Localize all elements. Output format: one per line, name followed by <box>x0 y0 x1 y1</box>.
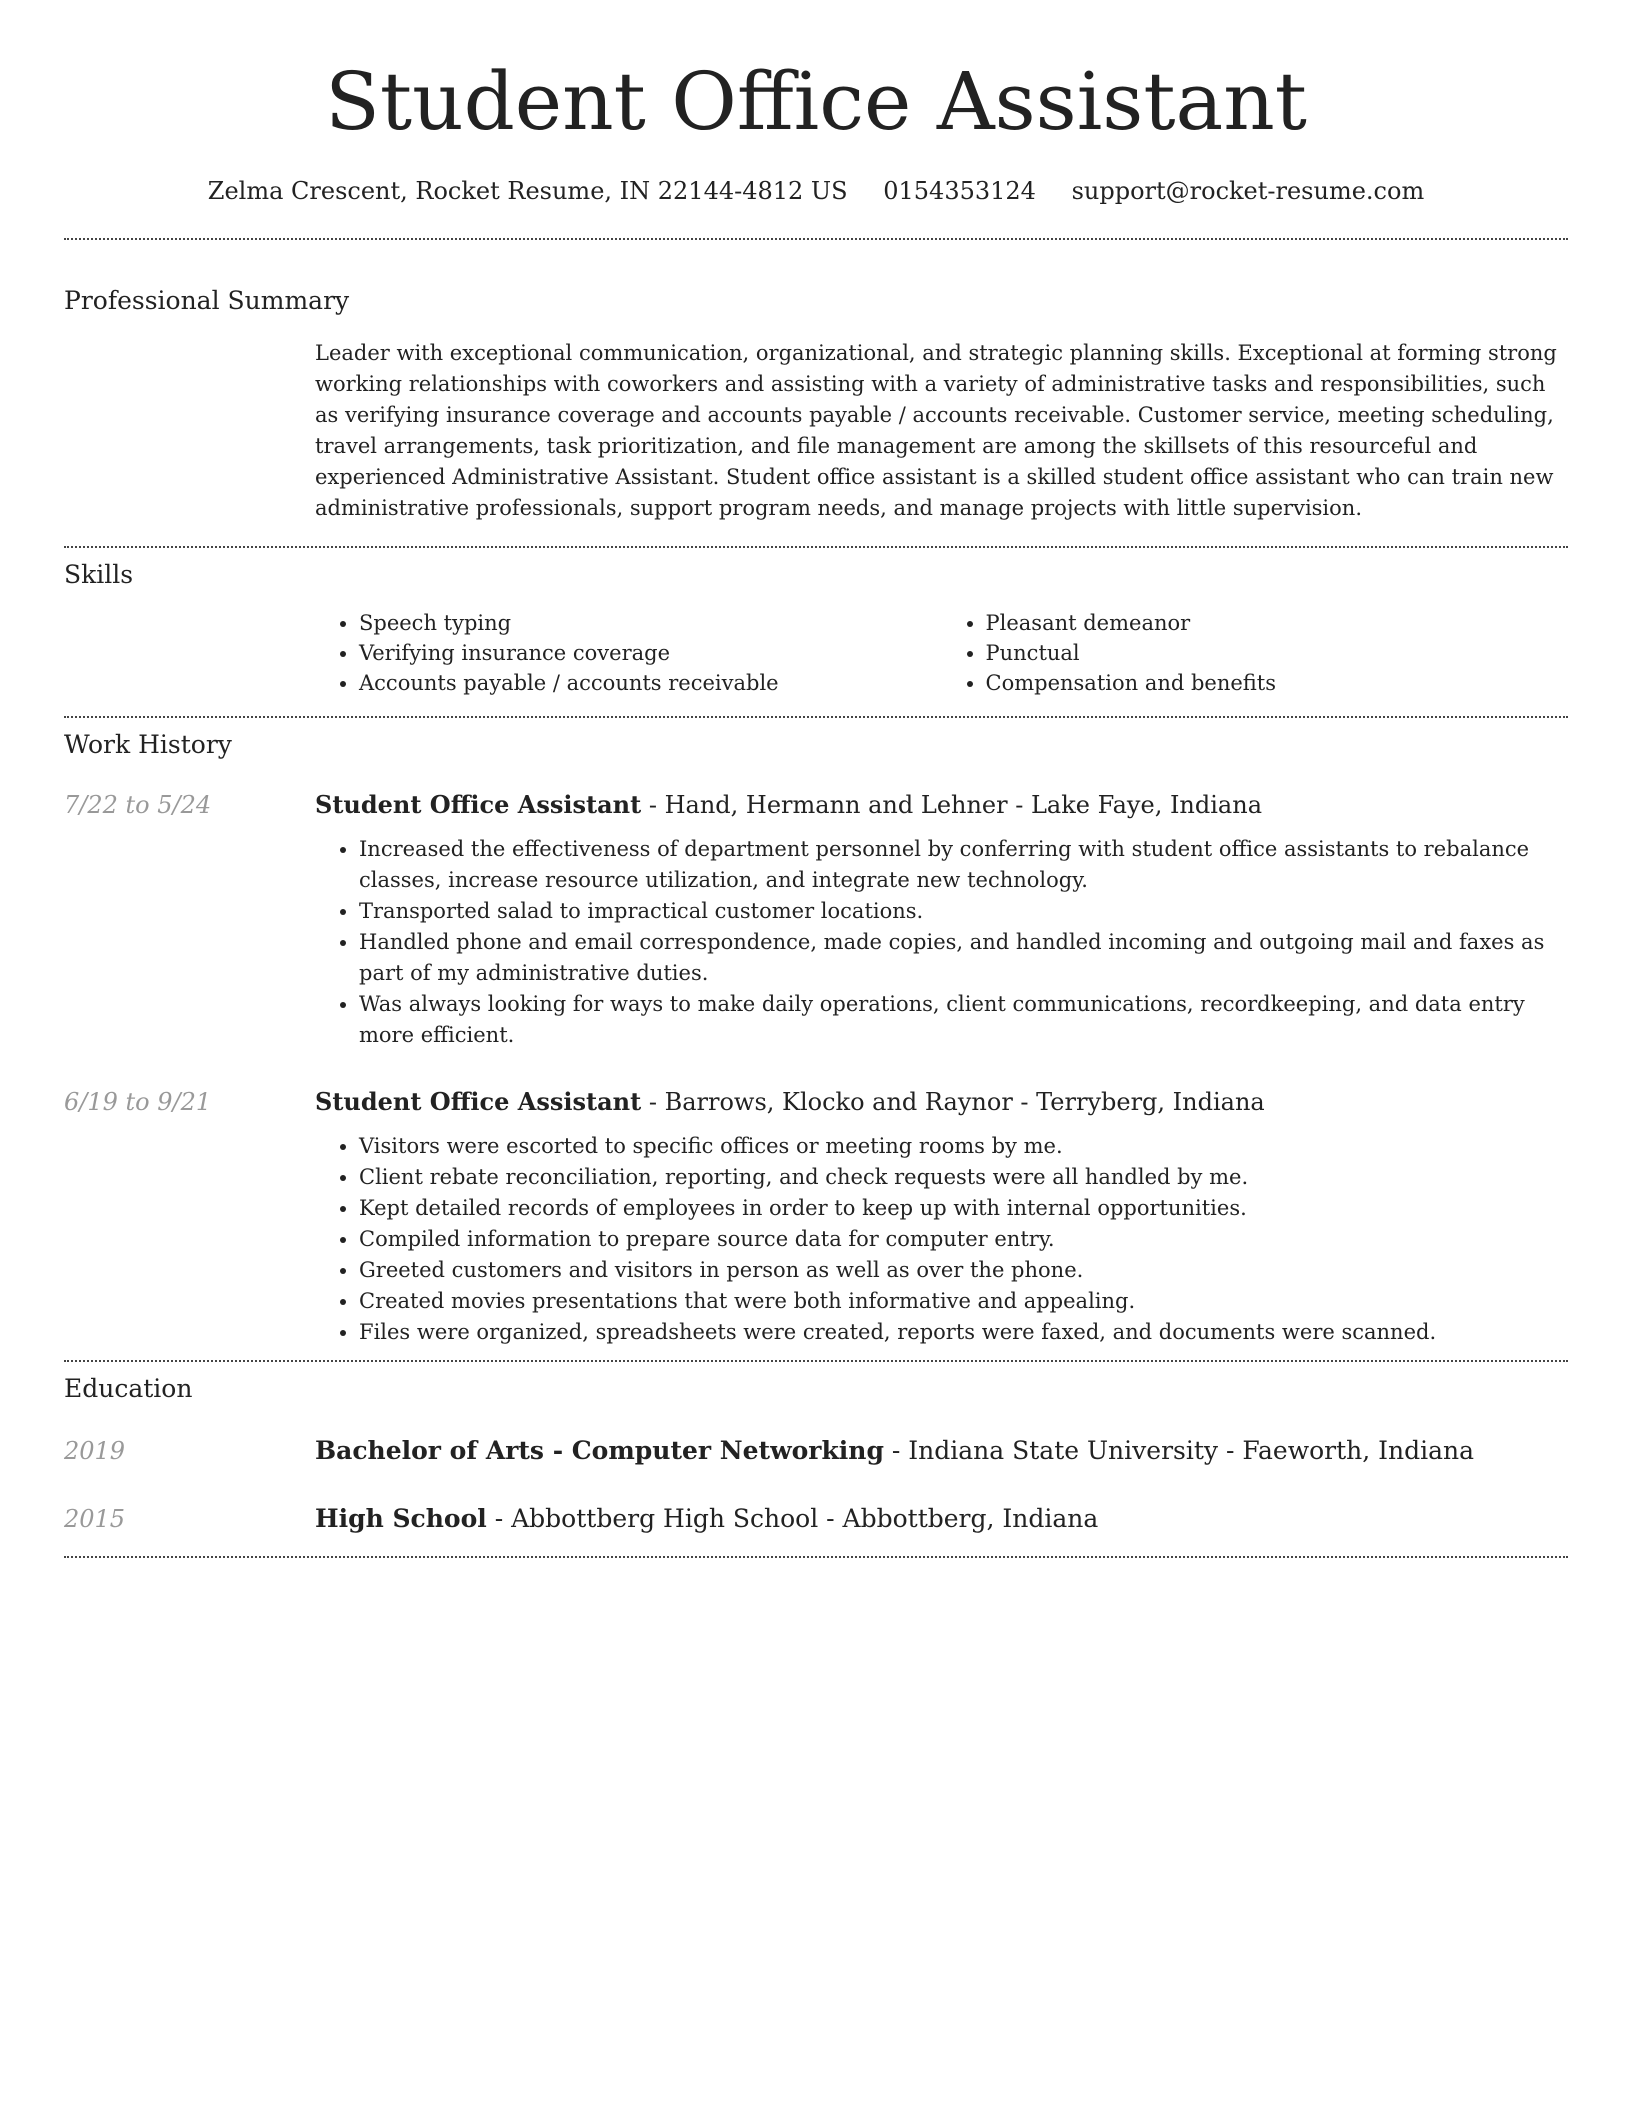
skill-item: • Compensation and benefits <box>986 668 1569 698</box>
education-degree: High School <box>315 1504 487 1533</box>
divider <box>64 1556 1568 1558</box>
divider <box>64 716 1568 718</box>
contact-phone: 0154353124 <box>883 177 1036 205</box>
education-heading <box>315 1502 1098 1536</box>
divider <box>64 1360 1568 1362</box>
contact-email: support@rocket-resume.com <box>1071 177 1425 205</box>
job-bullet: • Created movies presentations that were both informative and appealing. <box>359 1286 1568 1317</box>
job-bullet: • Files were organized, spreadsheets were created, reports were faxed, and documents were scanned. <box>359 1317 1568 1348</box>
education-entry <box>64 1434 1568 1468</box>
education-degree: Bachelor of Arts - Computer Networking <box>315 1436 884 1465</box>
education-section <box>64 1372 1568 1536</box>
job-date: 6/19 to 9/21 <box>64 1088 212 1116</box>
resume-name: Student Office Assistant <box>325 55 1307 148</box>
job-entry <box>64 1085 1568 1348</box>
job-date: 7/22 to 5/24 <box>64 791 212 819</box>
education-date: 2015 <box>64 1505 126 1533</box>
skills-section <box>64 558 1568 698</box>
job-bullet: • Visitors were escorted to specific offices or meeting rooms by me. <box>359 1131 1568 1162</box>
skill-item: • Speech typing <box>359 608 942 638</box>
education-entry <box>64 1502 1568 1536</box>
skills-title: Skills <box>64 560 134 589</box>
job-role: Student Office Assistant <box>315 790 642 819</box>
summary-title: Professional Summary <box>64 286 350 315</box>
education-title: Education <box>64 1374 193 1403</box>
contact-address: Zelma Crescent, Rocket Resume, IN 22144-4812 US <box>207 177 848 205</box>
summary-section <box>64 284 1568 524</box>
job-heading <box>315 788 1568 822</box>
job-bullet: • Kept detailed records of employees in order to keep up with internal opportunities. <box>359 1193 1568 1224</box>
divider <box>64 238 1568 240</box>
education-heading <box>315 1434 1474 1468</box>
summary-text: Leader with exceptional communication, organizational, and strategic planning skills. Exceptional at forming strong working relationships with coworkers and assisting with a variety of administrative tasks and responsibilities, such as verifying insurance coverage and accounts payable / accounts receivable. Customer service, meeting scheduling, travel arrangements, task prioritization, and file management are among the skillsets of this resourceful and experienced Administrative Assistant. Student office assistant is a skilled student office assistant who can train new administrative professionals, support program needs, and manage projects with little supervision. <box>315 341 1557 520</box>
education-school: - Indiana State University - Faeworth, Indiana <box>883 1436 1475 1465</box>
job-bullet: • Increased the effectiveness of department personnel by conferring with student office assistants to rebalance classes, increase resource utilization, and integrate new technology. <box>359 834 1568 896</box>
job-employer: - Hand, Hermann and Lehner - Lake Faye, Indiana <box>641 791 1262 819</box>
job-bullet: • Compiled information to prepare source data for computer entry. <box>359 1224 1568 1255</box>
skills-list-left <box>315 608 942 698</box>
job-bullet: • Transported salad to impractical customer locations. <box>359 896 1568 927</box>
contact-line <box>64 174 1568 208</box>
job-bullets <box>315 1119 1568 1348</box>
divider <box>64 546 1568 548</box>
job-bullets <box>315 822 1568 1051</box>
job-body <box>315 1085 1568 1348</box>
education-school: - Abbottberg High School - Abbottberg, Indiana <box>486 1504 1099 1533</box>
education-date: 2019 <box>64 1437 126 1465</box>
work-section <box>64 728 1568 1348</box>
skill-item: • Accounts payable / accounts receivable <box>359 668 942 698</box>
skills-grid <box>315 592 1568 698</box>
work-title: Work History <box>64 730 232 759</box>
job-bullet: • Handled phone and email correspondence, made copies, and handled incoming and outgoing mail and faxes as part of my administrative duties. <box>359 927 1568 989</box>
job-bullet: • Greeted customers and visitors in person as well as over the phone. <box>359 1255 1568 1286</box>
job-bullet: • Client rebate reconciliation, reporting, and check requests were all handled by me. <box>359 1162 1568 1193</box>
skill-item: • Punctual <box>986 638 1569 668</box>
job-heading <box>315 1085 1568 1119</box>
job-role: Student Office Assistant <box>315 1087 642 1116</box>
job-entry <box>64 788 1568 1051</box>
skill-item: • Pleasant demeanor <box>986 608 1569 638</box>
job-employer: - Barrows, Klocko and Raynor - Terryberg, Indiana <box>641 1088 1265 1116</box>
job-bullet: • Was always looking for ways to make daily operations, client communications, recordkeeping, and data entry more efficient. <box>359 989 1568 1051</box>
job-body <box>315 788 1568 1051</box>
skills-list-right <box>942 608 1569 698</box>
skill-item: • Verifying insurance coverage <box>359 638 942 668</box>
